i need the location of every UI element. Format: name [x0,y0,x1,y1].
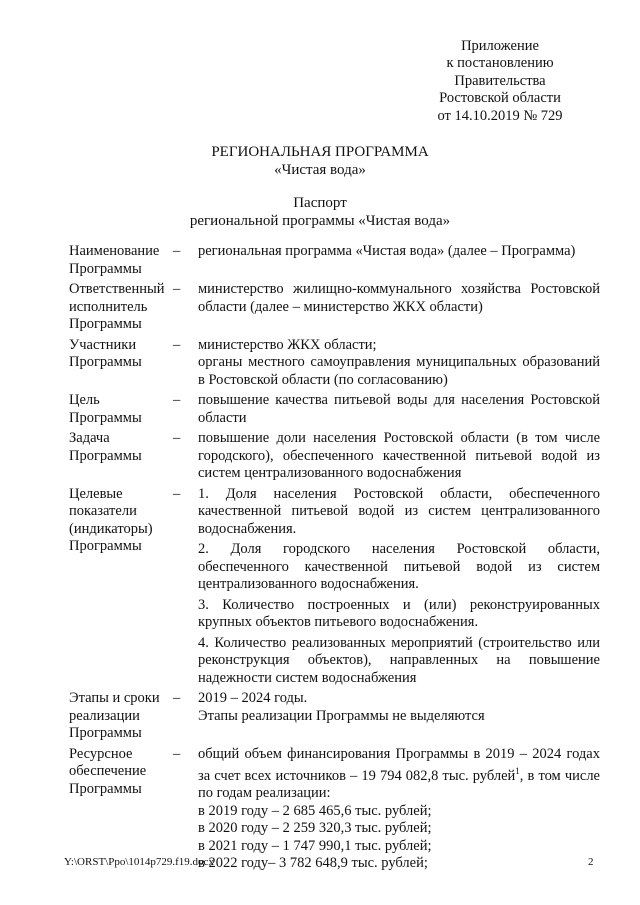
funding-year: в 2020 году – 2 259 320,3 тыс. рублей; [198,820,432,837]
row-stages [69,690,600,746]
row-label: Ответственный исполнитель Программы [69,281,165,332]
passport-table [69,243,600,876]
funding-year: в 2021 году – 1 747 990,1 тыс. рублей; [198,837,432,854]
dash: – [173,430,181,446]
stage-item: 2019 – 2024 годы. [198,690,308,706]
passport-heading-line2: региональной программы «Чистая вода» [189,212,451,229]
row-value: повышение доли населения Ростовской области (в том числе городского), обеспеченного качественной питьевой водой из систем централизованного водоснабжения [198,430,600,481]
funding-year: в 2019 году – 2 685 465,6 тыс. рублей; [198,802,432,819]
row-value: региональная программа «Чистая вода» (далее – Программа) [198,243,576,259]
row-value [198,746,600,876]
participant-item: органы местного самоуправления муниципальных образований в Ростовской области (по согласованию) [198,354,600,388]
dash: – [173,690,181,706]
row-label: Этапы и сроки реализации Программы [69,690,160,741]
dash: – [173,243,181,259]
footer-file-path: Y:\ORST\Ppo\1014p729.f19.docx [64,856,214,868]
dash: – [173,745,181,762]
row-label: Участники Программы [69,336,142,370]
dash: – [173,281,181,297]
funding-year: в 2022 году– 3 782 648,9 тыс. рублей; [198,855,428,872]
passport-heading-line1: Паспорт [293,195,347,211]
funding-after-text: , в том числе по годам реализации: [198,767,600,802]
funding-total-text: общий объем финансирования Программы в 2019 – 2024 годах за счет всех источников – 19 794 082,8 тыс. рублей [198,745,600,784]
appendix-line: от 14.10.2019 № 729 [437,107,563,124]
indicator-item: 4. Количество реализованных мероприятий (строительство или реконструкция объектов), направленных на повышение надежности систем водоснабжения [198,634,600,686]
indicator-item: 1. Доля населения Ростовской области, обеспеченного качественной питьевой водой из систем централизованного водоснабжения. [198,485,600,537]
row-label: Наименование Программы [69,243,160,277]
row-label: Задача Программы [69,430,142,464]
row-indicators [69,486,600,691]
row-value: повышение качества питьевой воды для населения Ростовской области [198,392,600,426]
stage-item: Этапы реализации Программы не выделяются [198,707,485,724]
row-task [69,430,600,486]
page-number: 2 [588,856,594,868]
row-value [198,486,600,691]
row-name [69,243,600,281]
footnote-mark: 1 [515,766,520,776]
row-value: министерство жилищно-коммунального хозяйства Ростовской области (далее – министерство ЖКХ области) [198,281,600,315]
row-label: Цель Программы [69,392,142,426]
indicator-item: 3. Количество построенных и (или) реконструированных крупных объектов питьевого водоснабжения. [198,596,600,630]
indicator-item: 2. Доля городского населения Ростовской области, обеспеченного качественной питьевой водой из систем централизованного водоснабжения. [198,541,600,592]
row-executor [69,281,600,337]
row-label: Целевые показатели (индикаторы) Программы [69,485,153,554]
program-title-line1: РЕГИОНАЛЬНАЯ ПРОГРАММА [211,144,429,160]
appendix-line: Ростовской области [439,90,561,107]
passport-heading [0,195,640,230]
row-participants [69,337,600,393]
dash: – [173,336,181,353]
row-goal [69,392,600,430]
appendix-block [400,38,600,125]
appendix-line: к постановлению [446,55,554,72]
dash: – [173,392,181,408]
row-label: Ресурсное обеспечение Программы [69,745,147,797]
funding-total [198,746,600,803]
participant-item: министерство ЖКХ области; [198,336,377,353]
row-value [198,337,600,393]
appendix-line: Правительства [454,72,546,89]
row-value [198,690,600,746]
program-title-line2: «Чистая вода» [274,161,366,178]
appendix-line: Приложение [461,38,539,54]
dash: – [173,485,181,502]
program-title [0,144,640,179]
